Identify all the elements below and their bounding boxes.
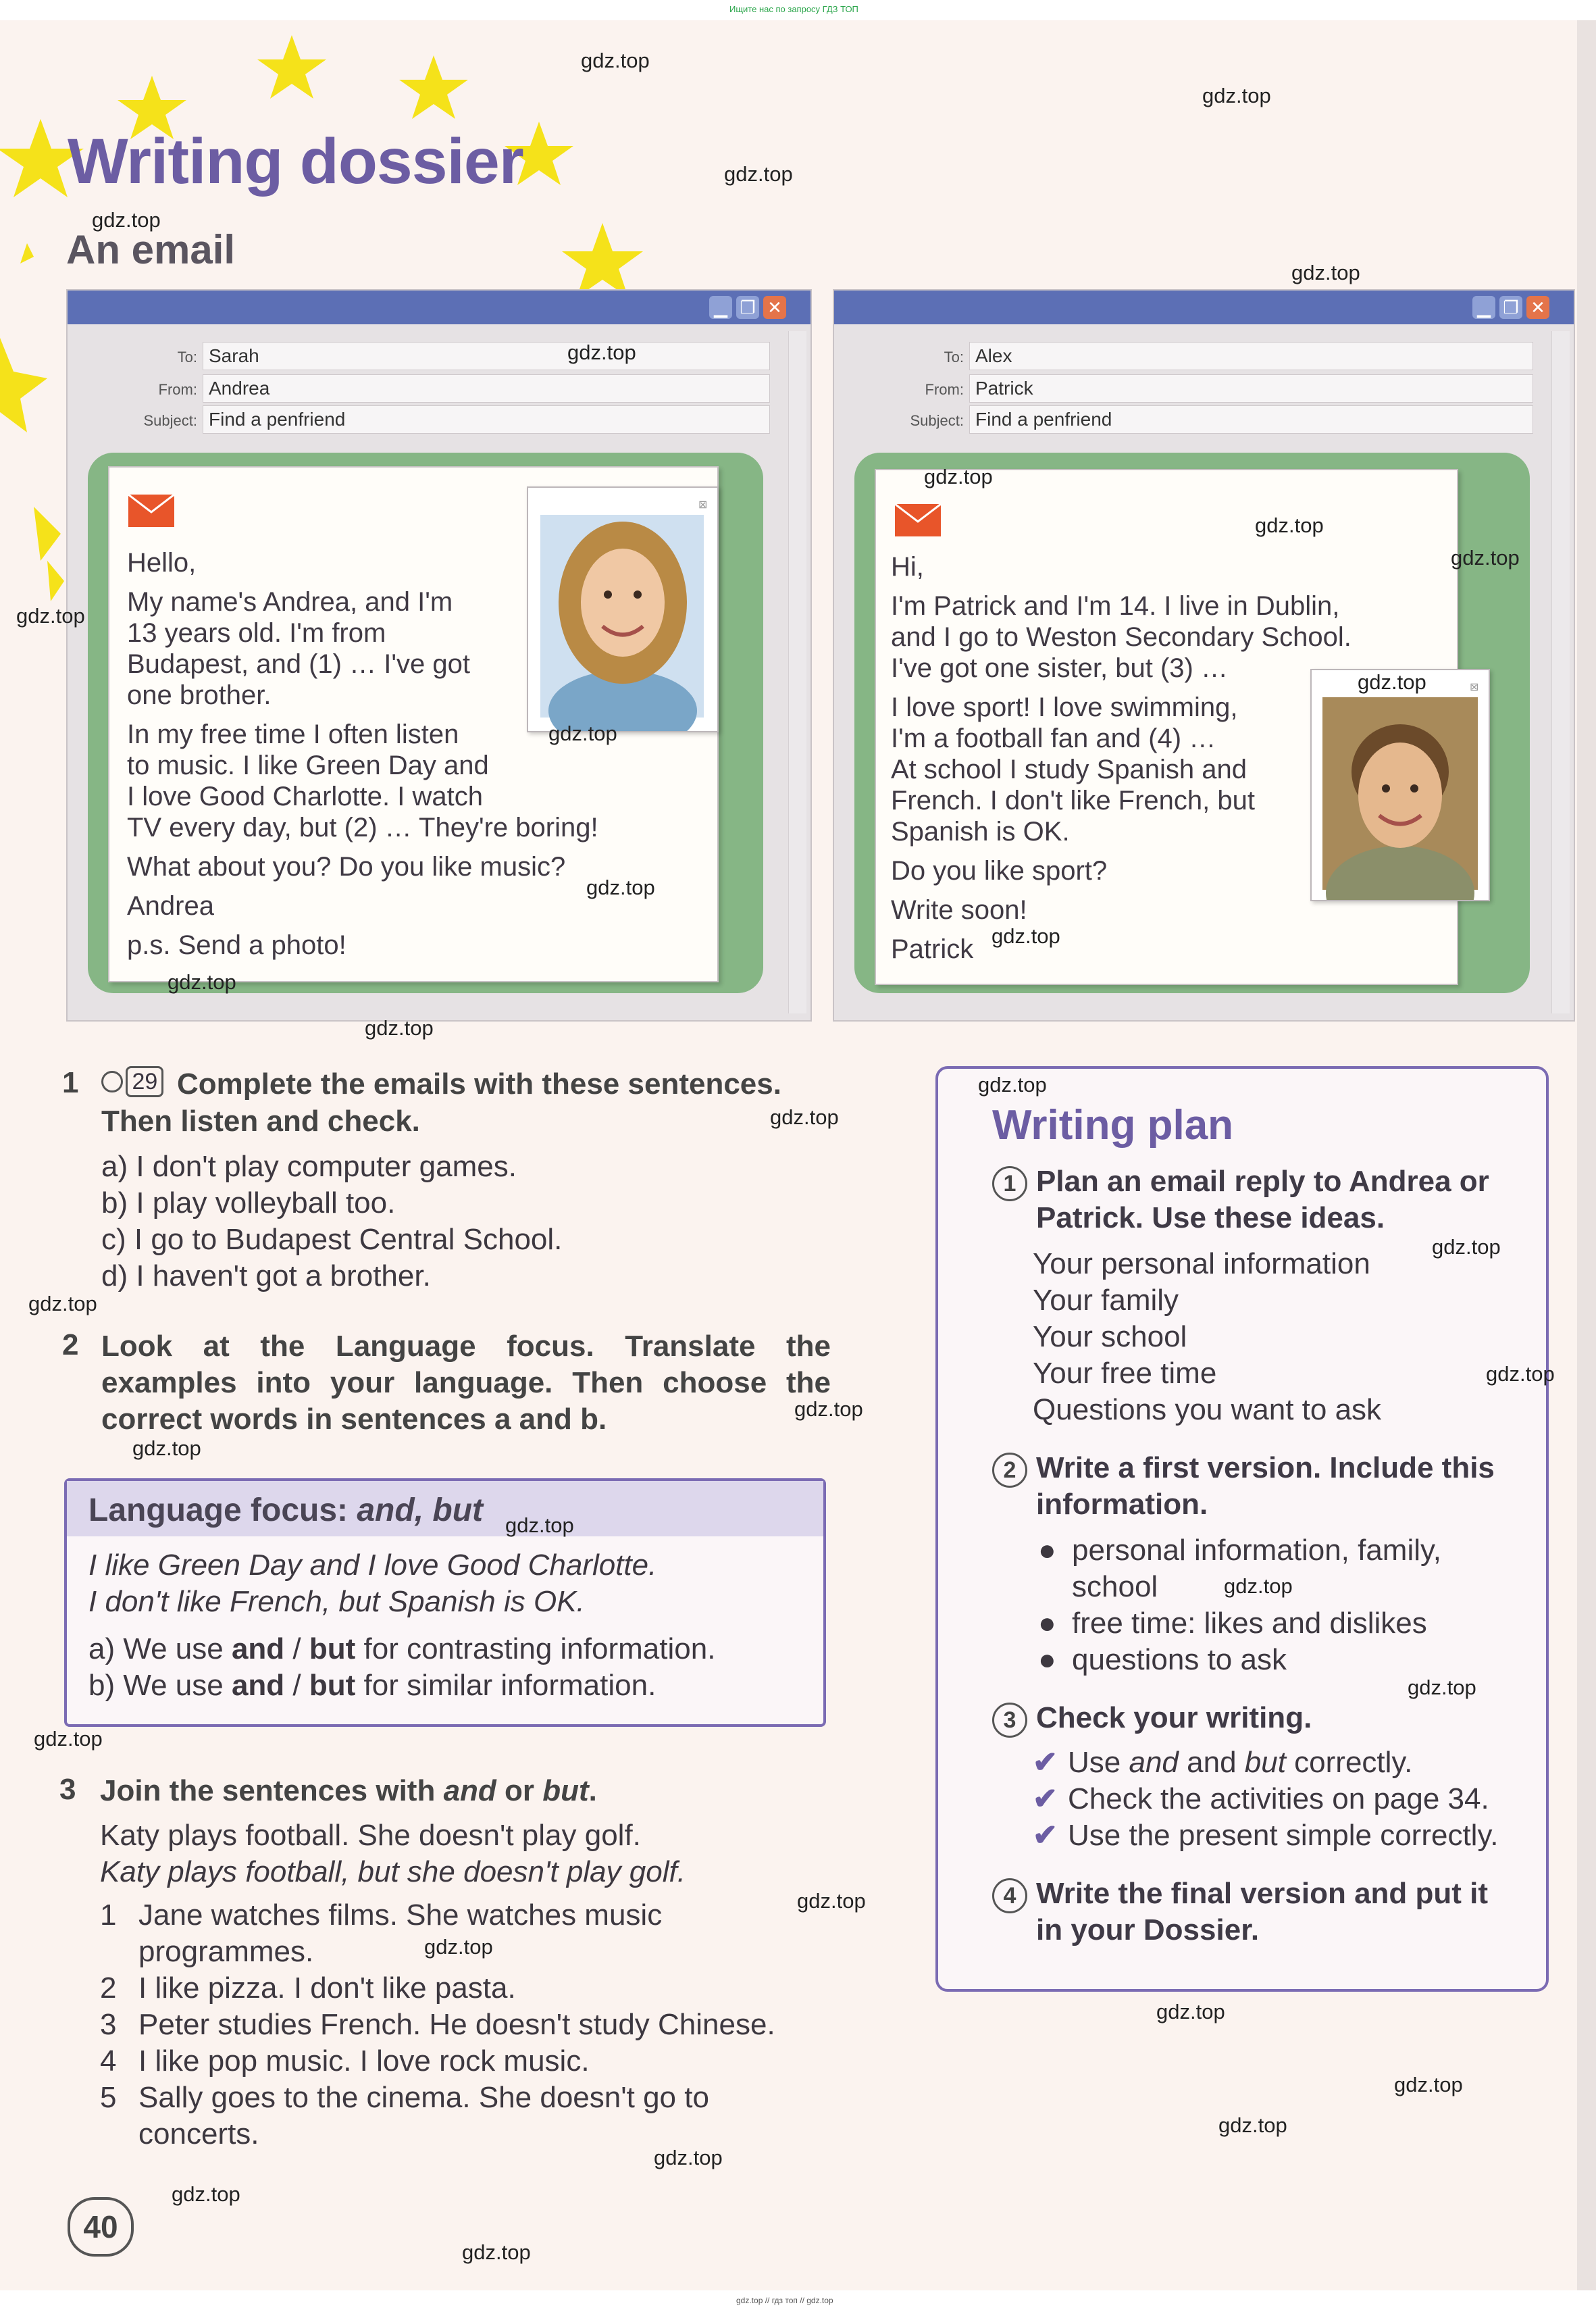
check-icon: ✔ xyxy=(1033,1819,1058,1852)
minimize-icon[interactable]: ▁ xyxy=(1472,296,1495,319)
watermark: gdz.top xyxy=(724,162,793,186)
to-field[interactable]: Alex xyxy=(969,342,1533,370)
language-example: I like Green Day and I love Good Charlotte. xyxy=(88,1549,657,1582)
email-line: Do you like sport? xyxy=(891,856,1108,886)
maximize-icon[interactable]: ❐ xyxy=(736,296,759,319)
to-label: To: xyxy=(177,349,197,366)
email-line: French. I don't like French, but xyxy=(891,786,1256,815)
list-item: b) I play volleyball too. xyxy=(101,1186,396,1219)
step-3-title: Check your writing. xyxy=(1036,1701,1312,1734)
subject-label: Subject: xyxy=(910,412,964,429)
list-item: d) I haven't got a brother. xyxy=(101,1259,431,1292)
watermark: gdz.top xyxy=(770,1105,839,1129)
watermark: gdz.top xyxy=(548,722,617,745)
star-icon xyxy=(257,35,326,99)
from-label: From: xyxy=(925,381,964,398)
watermark: gdz.top xyxy=(1394,2073,1463,2096)
from-row xyxy=(81,374,770,404)
watermark: gdz.top xyxy=(462,2240,531,2264)
email-line: I'm Patrick and I'm 14. I live in Dublin, xyxy=(891,591,1340,621)
email-line: p.s. Send a photo! xyxy=(127,930,346,960)
email-line: Andrea xyxy=(127,891,214,921)
watermark: gdz.top xyxy=(1156,2000,1225,2023)
email-window-2 xyxy=(833,289,1575,1022)
bullet-icon: ● xyxy=(1038,1643,1056,1676)
exercise-3-number: 3 xyxy=(59,1773,76,1806)
email-line: to music. I like Green Day and xyxy=(127,751,489,780)
exercise-2-heading: examples into your language. Then choose the xyxy=(101,1366,831,1399)
check-icon: ✔ xyxy=(1033,1782,1058,1815)
watermark: gdz.top xyxy=(172,2182,240,2206)
list-item-number: 3 xyxy=(100,2008,117,2041)
email-line: Patrick xyxy=(891,934,974,964)
subject-label: Subject: xyxy=(143,412,197,429)
watermark: gdz.top xyxy=(924,465,993,488)
watermark: gdz.top xyxy=(567,341,636,364)
envelope-icon xyxy=(895,504,942,538)
watermark: gdz.top xyxy=(586,876,655,899)
photo-patrick xyxy=(1310,669,1490,901)
watermark: gdz.top xyxy=(1486,1362,1555,1386)
idea-item: Questions you want to ask xyxy=(1033,1393,1382,1426)
bullet-icon: ● xyxy=(1038,1607,1056,1640)
step-2-title: Write a first version. Include this xyxy=(1036,1451,1495,1484)
email-line: TV every day, but (2) … They're boring! xyxy=(127,813,598,842)
step-1-title: Plan an email reply to Andrea or xyxy=(1036,1165,1489,1198)
watermark: gdz.top xyxy=(1218,2113,1287,2137)
exercise-2-heading: correct words in sentences a and b. xyxy=(101,1403,607,1436)
from-label: From: xyxy=(158,381,197,398)
email-line: In my free time I often listen xyxy=(127,720,459,749)
list-item: Sally goes to the cinema. She doesn't go to xyxy=(138,2081,709,2114)
star-icon xyxy=(20,243,34,263)
boy-photo-image xyxy=(1312,670,1489,900)
email-line: 13 years old. I'm from xyxy=(127,618,386,648)
scrollbar[interactable] xyxy=(1551,331,1570,1013)
star-icon xyxy=(399,55,468,119)
svg-text:⊠: ⊠ xyxy=(698,498,708,511)
list-item: c) I go to Budapest Central School. xyxy=(101,1223,563,1256)
watermark: gdz.top xyxy=(1224,1574,1293,1598)
bullet-item: personal information, family, xyxy=(1072,1534,1441,1567)
to-label: To: xyxy=(944,349,964,366)
exercise-3-example-answer: Katy plays football, but she doesn't play golf. xyxy=(100,1855,686,1888)
star-icon xyxy=(47,561,64,601)
page-edge xyxy=(1577,20,1596,2290)
list-item: I like pizza. I don't like pasta. xyxy=(138,1971,516,2005)
watermark: gdz.top xyxy=(168,970,236,994)
window-titlebar xyxy=(834,291,1574,324)
list-item: Jane watches films. She watches music xyxy=(138,1898,663,1932)
list-item: concerts. xyxy=(138,2117,259,2150)
subject-row xyxy=(81,405,770,435)
list-item: Peter studies French. He doesn't study Chinese. xyxy=(138,2008,775,2041)
page-subtitle: An email xyxy=(66,227,236,272)
window-titlebar xyxy=(68,291,810,324)
check-item: Check the activities on page 34. xyxy=(1068,1782,1489,1815)
watermark: gdz.top xyxy=(581,49,650,72)
email-line: Write soon! xyxy=(891,895,1027,925)
email-line: I've got one sister, but (3) … xyxy=(891,653,1228,683)
writing-plan-box xyxy=(935,1066,1549,1992)
watermark: gdz.top xyxy=(1432,1235,1501,1259)
language-focus-box xyxy=(64,1478,826,1727)
list-item-number: 4 xyxy=(100,2044,117,2078)
star-icon xyxy=(0,338,47,432)
idea-item: Your school xyxy=(1033,1320,1187,1353)
email-line: Budapest, and (1) … I've got xyxy=(127,649,470,679)
track-number: 29 xyxy=(126,1066,163,1097)
photo-andrea xyxy=(527,486,719,732)
list-item: programmes. xyxy=(138,1935,314,1968)
to-row xyxy=(81,342,770,372)
list-item-number: 2 xyxy=(100,1971,117,2005)
idea-item: Your family xyxy=(1033,1284,1179,1317)
email-line: Spanish is OK. xyxy=(891,817,1070,847)
list-item-number: 5 xyxy=(100,2081,117,2114)
cd-icon xyxy=(101,1071,123,1092)
email-line: I'm a football fan and (4) … xyxy=(891,724,1216,753)
step-4-title: Write the final version and put it xyxy=(1036,1877,1489,1910)
watermark: gdz.top xyxy=(978,1073,1047,1097)
close-icon[interactable]: ✕ xyxy=(1526,296,1549,319)
email-line: What about you? Do you like music? xyxy=(127,852,566,882)
top-site-link[interactable]: Ищите нас по запросу ГДЗ ТОП xyxy=(729,4,858,14)
watermark: gdz.top xyxy=(1358,670,1426,694)
watermark: gdz.top xyxy=(794,1397,863,1421)
page-number: 40 xyxy=(68,2197,134,2257)
email-line: Hi, xyxy=(891,552,924,582)
step-4-number: 4 xyxy=(992,1878,1027,1913)
step-2-title: information. xyxy=(1036,1488,1208,1521)
step-3-number: 3 xyxy=(992,1703,1027,1738)
svg-text:⊠: ⊠ xyxy=(1470,680,1479,693)
list-item: I like pop music. I love rock music. xyxy=(138,2044,590,2078)
language-example: I don't like French, but Spanish is OK. xyxy=(88,1585,585,1618)
exercise-1-heading: Complete the emails with these sentences. xyxy=(177,1067,781,1101)
watermark: gdz.top xyxy=(505,1513,574,1537)
watermark: gdz.top xyxy=(797,1889,866,1913)
watermark: gdz.top xyxy=(16,604,85,628)
watermark: gdz.top xyxy=(1291,261,1360,284)
minimize-icon[interactable]: ▁ xyxy=(709,296,732,319)
watermark: gdz.top xyxy=(654,2146,723,2169)
email-line: one brother. xyxy=(127,680,272,710)
watermark: gdz.top xyxy=(1408,1676,1476,1699)
exercise-1-number: 1 xyxy=(62,1066,79,1099)
from-field[interactable]: Patrick xyxy=(969,374,1533,403)
email-line: I love sport! I love swimming, xyxy=(891,693,1238,722)
list-item: a) I don't play computer games. xyxy=(101,1150,517,1183)
envelope-icon xyxy=(128,495,176,528)
exercise-2-heading: Look at the Language focus. Translate the xyxy=(101,1330,831,1363)
bullet-item: free time: likes and dislikes xyxy=(1072,1607,1427,1640)
to-row xyxy=(848,342,1533,372)
check-item: Use the present simple correctly. xyxy=(1068,1819,1499,1852)
watermark: gdz.top xyxy=(1255,513,1324,537)
watermark: gdz.top xyxy=(424,1935,493,1959)
step-1-number: 1 xyxy=(992,1166,1027,1201)
watermark: gdz.top xyxy=(92,208,161,232)
idea-item: Your personal information xyxy=(1033,1247,1370,1280)
scrollbar[interactable] xyxy=(788,331,806,1013)
language-rule-a: a) We use and / but for contrasting information. xyxy=(88,1632,716,1665)
watermark: gdz.top xyxy=(34,1727,103,1751)
language-focus-title: Language focus: and, but xyxy=(88,1492,483,1528)
girl-photo-image xyxy=(528,488,717,731)
close-icon[interactable]: ✕ xyxy=(763,296,786,319)
email-line: Hello, xyxy=(127,548,197,578)
list-item-number: 1 xyxy=(100,1898,117,1932)
bullet-icon: ● xyxy=(1038,1534,1056,1567)
check-icon: ✔ xyxy=(1033,1746,1058,1779)
email-window-1 xyxy=(66,289,812,1022)
watermark: gdz.top xyxy=(992,924,1060,948)
watermark: gdz.top xyxy=(28,1292,97,1315)
check-item: Use and and but correctly. xyxy=(1068,1746,1413,1779)
writing-plan-title: Writing plan xyxy=(992,1102,1234,1149)
subject-row xyxy=(848,405,1533,435)
exercise-3-heading: Join the sentences with and or but. xyxy=(100,1774,597,1807)
step-1-title: Patrick. Use these ideas. xyxy=(1036,1201,1385,1234)
watermark: gdz.top xyxy=(1202,84,1271,107)
bullet-item: questions to ask xyxy=(1072,1643,1287,1676)
audio-track-badge[interactable] xyxy=(101,1066,163,1097)
bottom-site-link[interactable]: gdz.top // гдз топ // gdz.top xyxy=(736,2296,833,2305)
idea-item: Your free time xyxy=(1033,1357,1217,1390)
page-title: Writing dossier xyxy=(68,126,523,197)
step-2-number: 2 xyxy=(992,1453,1027,1488)
exercise-2-number: 2 xyxy=(62,1328,79,1361)
watermark: gdz.top xyxy=(1451,546,1520,570)
bullet-item: school xyxy=(1072,1570,1158,1603)
star-icon xyxy=(562,223,643,297)
watermark: gdz.top xyxy=(132,1436,201,1460)
step-4-title: in your Dossier. xyxy=(1036,1913,1260,1946)
from-row xyxy=(848,374,1533,404)
watermark: gdz.top xyxy=(365,1016,434,1040)
subject-field[interactable]: Find a penfriend xyxy=(203,405,770,434)
from-field[interactable]: Andrea xyxy=(203,374,770,403)
exercise-3-example: Katy plays football. She doesn't play golf. xyxy=(100,1819,641,1852)
email-line: and I go to Weston Secondary School. xyxy=(891,622,1352,652)
maximize-icon[interactable]: ❐ xyxy=(1499,296,1522,319)
language-rule-b: b) We use and / but for similar information. xyxy=(88,1669,657,1702)
subject-field[interactable]: Find a penfriend xyxy=(969,405,1533,434)
exercise-1-heading: Then listen and check. xyxy=(101,1105,420,1138)
email-line: At school I study Spanish and xyxy=(891,755,1247,784)
email-line: My name's Andrea, and I'm xyxy=(127,587,453,617)
email-line: I love Good Charlotte. I watch xyxy=(127,782,483,811)
star-icon xyxy=(34,507,61,561)
to-field[interactable]: Sarah xyxy=(203,342,770,370)
